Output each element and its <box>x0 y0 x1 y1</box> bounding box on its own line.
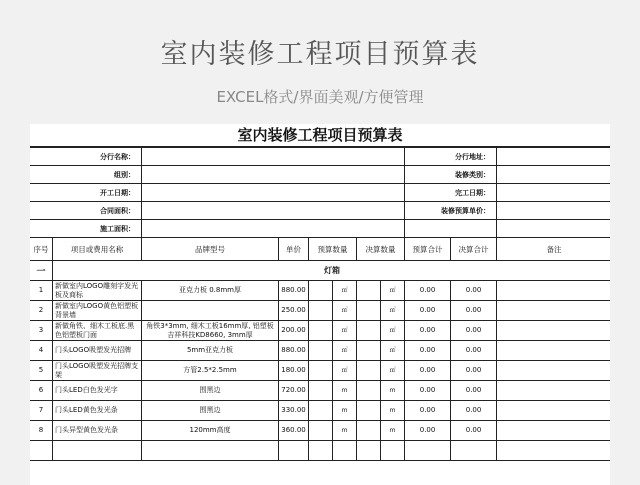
item-price: 330.00 <box>279 401 309 421</box>
final-total: 0.00 <box>451 341 497 361</box>
banner-subtitle: EXCEL格式/界面美观/方便管理 <box>216 88 424 106</box>
budget-unit: ㎡ <box>333 361 357 381</box>
info-value-left[interactable] <box>142 202 405 220</box>
table-row <box>30 281 610 301</box>
info-row <box>30 202 610 220</box>
item-model: 围黑边 <box>142 381 279 401</box>
budget-total: 0.00 <box>405 381 451 401</box>
final-unit: m <box>381 421 405 441</box>
budget-total: 0.00 <box>405 341 451 361</box>
final-total: 0.00 <box>451 281 497 301</box>
final-unit: ㎡ <box>381 321 405 341</box>
item-name: 门头LED黄色发光条 <box>53 401 142 421</box>
header-cell: 品牌型号 <box>142 238 279 261</box>
table-row <box>30 361 610 381</box>
item-model: 方管2.5*2.5mm <box>142 361 279 381</box>
budget-qty-cell[interactable] <box>309 441 333 461</box>
item-price: 880.00 <box>279 341 309 361</box>
remark-cell[interactable] <box>497 321 610 341</box>
budget-total: 0.00 <box>405 401 451 421</box>
item-model: 5mm亚克力板 <box>142 341 279 361</box>
sheet-title: 室内装修工程项目预算表 <box>30 124 610 147</box>
table-header-row <box>30 238 610 261</box>
budget-qty-cell[interactable] <box>309 301 333 321</box>
final-total <box>451 441 497 461</box>
final-unit: ㎡ <box>381 281 405 301</box>
info-label-left: 组别： <box>30 166 142 184</box>
item-number: 1 <box>30 281 53 301</box>
item-price: 720.00 <box>279 381 309 401</box>
item-price <box>279 441 309 461</box>
final-total: 0.00 <box>451 381 497 401</box>
item-number: 3 <box>30 321 53 341</box>
final-total: 0.00 <box>451 421 497 441</box>
header-cell: 序号 <box>30 238 53 261</box>
item-name: 门头异型黄色发光条 <box>53 421 142 441</box>
info-label-right <box>405 220 497 238</box>
budget-qty-cell[interactable] <box>309 381 333 401</box>
budget-qty-cell[interactable] <box>309 281 333 301</box>
item-number: 5 <box>30 361 53 381</box>
header-cell: 单价 <box>279 238 309 261</box>
item-number <box>30 441 53 461</box>
info-value-right[interactable] <box>497 202 610 220</box>
final-qty-cell[interactable] <box>357 301 381 321</box>
final-unit: ㎡ <box>381 341 405 361</box>
final-unit: m <box>381 381 405 401</box>
table-row <box>30 421 610 441</box>
remark-cell[interactable] <box>497 381 610 401</box>
budget-unit: ㎡ <box>333 341 357 361</box>
final-unit: ㎡ <box>381 301 405 321</box>
budget-total: 0.00 <box>405 321 451 341</box>
budget-total: 0.00 <box>405 301 451 321</box>
remark-cell[interactable] <box>497 281 610 301</box>
budget-qty-cell[interactable] <box>309 341 333 361</box>
item-number: 2 <box>30 301 53 321</box>
info-row <box>30 184 610 202</box>
header-cell: 决算数量 <box>357 238 405 261</box>
remark-cell[interactable] <box>497 341 610 361</box>
final-total: 0.00 <box>451 301 497 321</box>
budget-qty-cell[interactable] <box>309 421 333 441</box>
final-unit: m <box>381 401 405 421</box>
section-title: 灯箱 <box>53 261 611 281</box>
remark-cell[interactable] <box>497 441 610 461</box>
item-name: 新做室内LOGO雕刻字发光板及商标 <box>53 281 142 301</box>
info-value-right[interactable] <box>497 220 610 238</box>
final-qty-cell[interactable] <box>357 421 381 441</box>
item-name: 门头LOGO吸塑发光招牌支架 <box>53 361 142 381</box>
budget-unit: ㎡ <box>333 301 357 321</box>
item-price: 250.00 <box>279 301 309 321</box>
budget-table <box>30 147 610 461</box>
final-total: 0.00 <box>451 361 497 381</box>
info-label-right: 装修类别： <box>405 166 497 184</box>
item-name: 门头LED白色发光字 <box>53 381 142 401</box>
item-name <box>53 441 142 461</box>
remark-cell[interactable] <box>497 301 610 321</box>
final-unit <box>381 441 405 461</box>
budget-total <box>405 441 451 461</box>
item-name: 门头LOGO吸塑发光招牌 <box>53 341 142 361</box>
header-cell: 预算数量 <box>309 238 357 261</box>
section-row <box>30 261 610 281</box>
table-row <box>30 441 610 461</box>
item-model: 120mm高度 <box>142 421 279 441</box>
item-model <box>142 441 279 461</box>
info-value-right[interactable] <box>497 166 610 184</box>
final-qty-cell[interactable] <box>357 401 381 421</box>
banner-title: 室内装修工程项目预算表 <box>160 39 480 70</box>
info-label-right: 完工日期： <box>405 184 497 202</box>
budget-unit: m <box>333 421 357 441</box>
info-value-left[interactable] <box>142 166 405 184</box>
item-model: 围黑边 <box>142 401 279 421</box>
budget-unit: m <box>333 381 357 401</box>
item-price: 880.00 <box>279 281 309 301</box>
item-number: 7 <box>30 401 53 421</box>
budget-total: 0.00 <box>405 281 451 301</box>
final-qty-cell[interactable] <box>357 381 381 401</box>
header-cell: 预算合计 <box>405 238 451 261</box>
header-cell: 决算合计 <box>451 238 497 261</box>
info-label-left: 合同面积： <box>30 202 142 220</box>
header-cell: 项目或费用名称 <box>53 238 142 261</box>
info-row <box>30 148 610 166</box>
item-price: 360.00 <box>279 421 309 441</box>
info-label-right: 装修预算单价： <box>405 202 497 220</box>
item-number: 6 <box>30 381 53 401</box>
final-qty-cell[interactable] <box>357 361 381 381</box>
header-cell: 备注 <box>497 238 610 261</box>
info-row <box>30 166 610 184</box>
budget-total: 0.00 <box>405 421 451 441</box>
budget-unit: ㎡ <box>333 321 357 341</box>
final-qty-cell[interactable] <box>357 321 381 341</box>
remark-cell[interactable] <box>497 401 610 421</box>
info-value-right[interactable] <box>497 148 610 166</box>
info-value-left[interactable] <box>142 184 405 202</box>
info-label-left: 分行名称： <box>30 148 142 166</box>
budget-unit <box>333 441 357 461</box>
item-name: 新做角铁、细木工板底.黑色铝塑板门面 <box>53 321 142 341</box>
budget-sheet <box>30 124 610 485</box>
item-number: 4 <box>30 341 53 361</box>
table-row <box>30 341 610 361</box>
info-label-right: 分行地址： <box>405 148 497 166</box>
final-total: 0.00 <box>451 321 497 341</box>
budget-total: 0.00 <box>405 361 451 381</box>
final-qty-cell[interactable] <box>357 441 381 461</box>
info-value-left[interactable] <box>142 148 405 166</box>
budget-unit: ㎡ <box>333 281 357 301</box>
final-qty-cell[interactable] <box>357 281 381 301</box>
final-unit: ㎡ <box>381 361 405 381</box>
item-number: 8 <box>30 421 53 441</box>
final-total: 0.00 <box>451 401 497 421</box>
item-price: 180.00 <box>279 361 309 381</box>
info-value-right[interactable] <box>497 184 610 202</box>
info-value-left[interactable] <box>142 220 405 238</box>
table-row <box>30 321 610 341</box>
table-row <box>30 401 610 421</box>
remark-cell[interactable] <box>497 361 610 381</box>
budget-unit: m <box>333 401 357 421</box>
item-model: 角铁3*3mm, 细木工板16mm厚, 铝塑板吉祥科技KD8660, 3mm厚 <box>142 321 279 341</box>
table-row <box>30 301 610 321</box>
info-row <box>30 220 610 238</box>
remark-cell[interactable] <box>497 421 610 441</box>
item-model <box>142 301 279 321</box>
budget-qty-cell[interactable] <box>309 321 333 341</box>
budget-qty-cell[interactable] <box>309 361 333 381</box>
table-row <box>30 381 610 401</box>
section-number: 一 <box>30 261 53 281</box>
final-qty-cell[interactable] <box>357 341 381 361</box>
item-name: 新做室内LOGO黄色铝塑板背景墙 <box>53 301 142 321</box>
info-label-left: 施工面积： <box>30 220 142 238</box>
item-model: 亚克力板 0.8mm厚 <box>142 281 279 301</box>
info-label-left: 开工日期： <box>30 184 142 202</box>
item-price: 200.00 <box>279 321 309 341</box>
budget-qty-cell[interactable] <box>309 401 333 421</box>
